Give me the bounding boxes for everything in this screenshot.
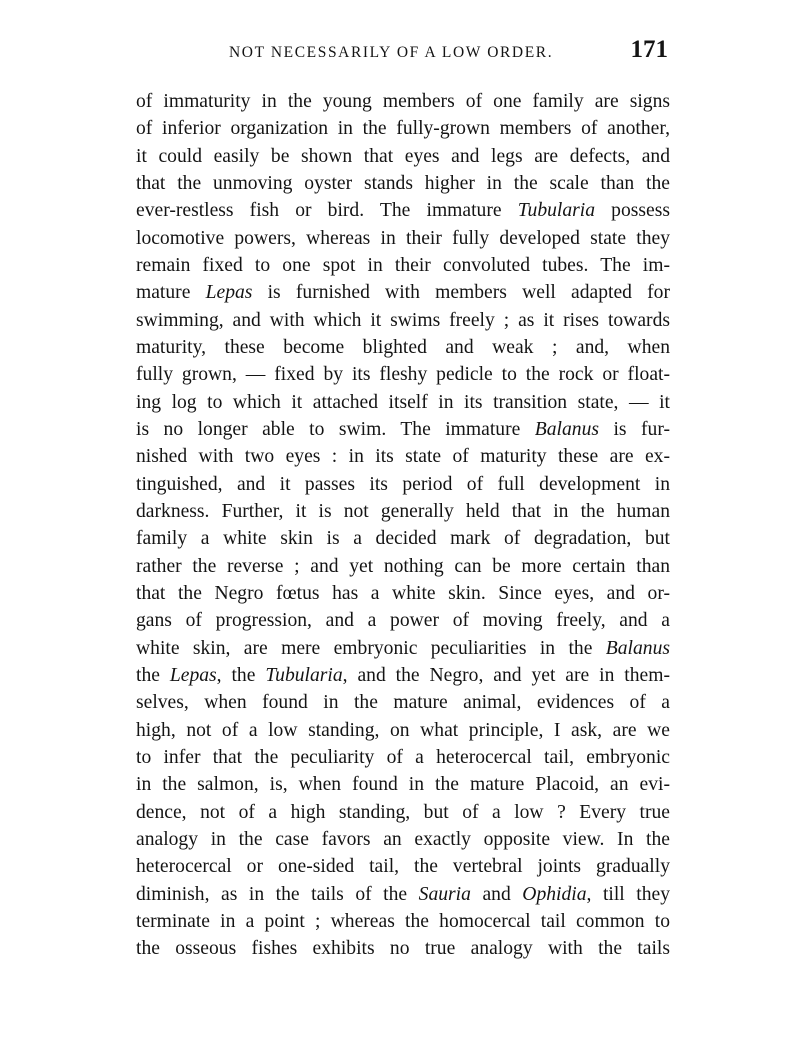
text-segment: , till they	[586, 883, 671, 905]
text-segment: white skin, are mere embryonic peculiarities in the	[136, 637, 606, 659]
text-segment: the osseous fishes exhibits no true analogy with the tails	[136, 938, 670, 960]
text-segment: and	[470, 883, 523, 905]
text-line	[136, 334, 670, 361]
italic-term: Lepas	[205, 282, 253, 304]
text-line	[136, 115, 670, 142]
text-line	[136, 689, 670, 716]
text-segment: ever-restless fish or bird. The immature	[136, 200, 518, 222]
text-line	[136, 443, 670, 470]
text-line	[136, 252, 670, 279]
text-line	[136, 580, 670, 607]
text-segment: , and the Negro, and yet are in them-	[342, 664, 670, 686]
text-line	[136, 744, 670, 771]
body-text	[136, 88, 670, 963]
italic-term: Lepas	[169, 664, 217, 686]
text-line	[136, 471, 670, 498]
text-segment: that the unmoving oyster stands higher in the scale than the	[136, 172, 670, 194]
text-line	[136, 826, 670, 853]
text-segment: terminate in a point ; whereas the homocercal tail common to	[136, 910, 670, 932]
text-segment: is furnished with members well adapted for	[252, 282, 670, 304]
text-line	[136, 498, 670, 525]
text-segment: that the Negro fœtus has a white skin. Since eyes, and or-	[136, 582, 670, 604]
text-line	[136, 717, 670, 744]
text-segment: maturity, these become blighted and weak ; and, when	[136, 336, 670, 358]
text-line	[136, 225, 670, 252]
running-title: NOT NECESSARILY OF A LOW ORDER.	[229, 44, 554, 61]
text-segment: is fur-	[599, 418, 670, 440]
text-segment: mature	[136, 282, 206, 304]
text-line	[136, 307, 670, 334]
text-line	[136, 170, 670, 197]
text-segment: of inferior organization in the fully-grown members of another,	[136, 118, 670, 140]
text-line	[136, 662, 670, 689]
text-segment: locomotive powers, whereas in their fully developed state they	[136, 227, 670, 249]
text-segment: selves, when found in the mature animal, evidences of a	[136, 692, 670, 714]
text-line	[136, 143, 670, 170]
text-line	[136, 88, 670, 115]
text-line	[136, 525, 670, 552]
text-segment: swimming, and with which it swims freely ; as it rises towards	[136, 309, 670, 331]
italic-term: Ophidia	[522, 883, 587, 905]
text-segment: tinguished, and it passes its period of full development in	[136, 473, 670, 495]
page-number: 171	[630, 36, 668, 63]
text-line	[136, 279, 670, 306]
running-head	[136, 36, 670, 70]
text-line	[136, 553, 670, 580]
text-line	[136, 881, 670, 908]
text-line	[136, 853, 670, 880]
text-line	[136, 389, 670, 416]
text-segment: heterocercal or one-sided tail, the vertebral joints gradually	[136, 856, 670, 878]
text-segment: of immaturity in the young members of one family are signs	[136, 91, 670, 112]
text-segment: dence, not of a high standing, but of a low ? Every true	[136, 801, 670, 823]
text-segment: in the salmon, is, when found in the mature Placoid, an evi-	[136, 774, 670, 796]
text-segment: gans of progression, and a power of moving freely, and a	[136, 610, 670, 632]
text-segment: is no longer able to swim. The immature	[136, 418, 535, 440]
text-segment: ing log to which it attached itself in its transition state, — it	[136, 391, 670, 413]
text-segment: analogy in the case favors an exactly opposite view. In the	[136, 828, 670, 850]
text-segment: family a white skin is a decided mark of degradation, but	[136, 528, 670, 550]
text-segment: possess	[595, 200, 670, 222]
text-line	[136, 635, 670, 662]
text-line	[136, 799, 670, 826]
italic-term: Tubularia	[517, 200, 596, 222]
text-segment: nished with two eyes : in its state of maturity these are ex-	[136, 446, 670, 468]
italic-term: Tubularia	[265, 664, 343, 686]
text-segment: remain fixed to one spot in their convoluted tubes. The im-	[136, 254, 670, 276]
text-line	[136, 607, 670, 634]
text-line	[136, 771, 670, 798]
text-segment: the	[136, 664, 170, 686]
text-segment: it could easily be shown that eyes and legs are defects, and	[136, 145, 670, 167]
text-line	[136, 361, 670, 388]
text-line	[136, 197, 670, 224]
text-segment: rather the reverse ; and yet nothing can be more certain than	[136, 555, 670, 577]
italic-term: Balanus	[605, 637, 670, 659]
text-segment: darkness. Further, it is not generally held that in the human	[136, 500, 670, 522]
text-segment: high, not of a low standing, on what principle, I ask, are we	[136, 719, 670, 741]
text-segment: diminish, as in the tails of the	[136, 883, 419, 905]
italic-term: Sauria	[418, 883, 471, 905]
text-segment: fully grown, — fixed by its fleshy pedicle to the rock or float-	[136, 364, 670, 386]
text-segment: , the	[216, 664, 266, 686]
italic-term: Balanus	[534, 418, 600, 440]
text-segment: to infer that the peculiarity of a heterocercal tail, embryonic	[136, 746, 670, 768]
text-line	[136, 908, 670, 935]
text-line	[136, 935, 670, 962]
text-line	[136, 416, 670, 443]
